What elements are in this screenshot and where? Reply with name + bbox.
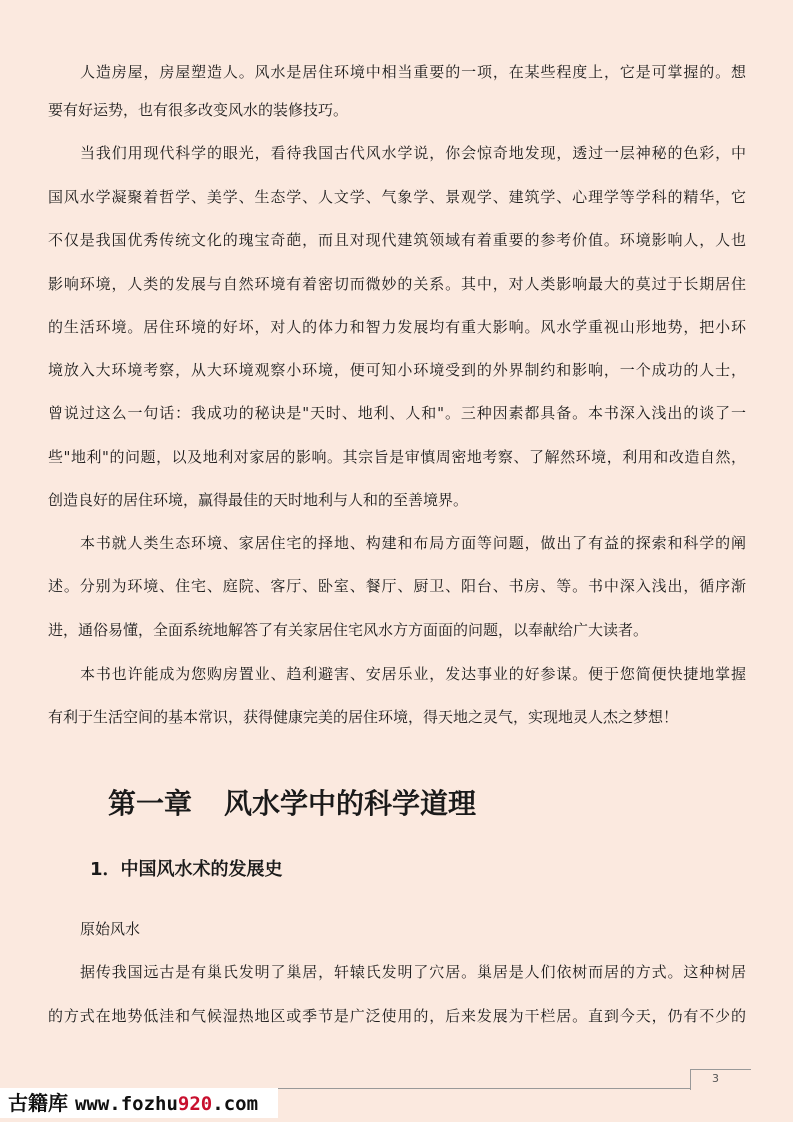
body-line-1: 据传我国远古是有巢氏发明了巢居，轩辕氏发明了穴居。巢居是人们依树而居的方式。这种树居 — [80, 963, 746, 981]
site-name: 古籍库 — [8, 1091, 68, 1115]
chapter-heading — [108, 784, 476, 824]
section-heading: 1．中国风水术的发展史 — [90, 859, 283, 880]
chapter-title: 风水学中的科学道理 — [224, 787, 477, 820]
body-line-2: 的方式在地势低洼和气候湿热地区或季节是广泛使用的，后来发展为干栏居。直到今天，仍有不少的 — [48, 1007, 746, 1025]
paragraph-2-line-9: 创造良好的居住环境，赢得最佳的天时地利与人和的至善境界。 — [48, 491, 469, 509]
paragraph-3-line-3: 进，通俗易懂，全面系统地解答了有关家居住宅风水方方面面的问题，以奉献给广大读者。 — [48, 621, 649, 639]
paragraph-2-line-7: 曾说过这么一句话：我成功的秘诀是"天时、地利、人和"。三种因素都具备。本书深入浅出的谈了一 — [48, 404, 746, 422]
paragraph-2-line-2: 国风水学凝聚着哲学、美学、生态学、人文学、气象学、景观学、建筑学、心理学等学科的精华，它 — [48, 188, 746, 206]
paragraph-4-line-1: 本书也许能成为您购房置业、趋利避害、安居乐业，发达事业的好参谋。便于您简便快捷地掌握 — [80, 665, 746, 683]
paragraph-2-line-1: 当我们用现代科学的眼光，看待我国古代风水学说，你会惊奇地发现，透过一层神秘的色彩，中 — [80, 144, 746, 162]
paragraph-1-line-2: 要有好运势，也有很多改变风水的装修技巧。 — [48, 101, 349, 119]
site-url-suffix: .com — [212, 1093, 259, 1115]
paragraph-4-line-2: 有利于生活空间的基本常识，获得健康完美的居住环境，得天地之灵气，实现地灵人杰之梦想！ — [48, 708, 679, 726]
site-url — [75, 1093, 258, 1115]
paragraph-2-line-4: 影响环境，人类的发展与自然环境有着密切而微妙的关系。其中，对人类影响最大的莫过于长期居住 — [48, 275, 746, 293]
paragraph-3-line-1: 本书就人类生态环境、家居住宅的择地、构建和布局方面等问题，做出了有益的探索和科学的阐 — [80, 534, 746, 552]
paragraph-2-line-8: 些"地利"的问题，以及地利对家居的影响。其宗旨是审慎周密地考察、了解然环境，利用和改造自然， — [48, 448, 746, 466]
paragraph-2-line-5: 的生活环境。居住环境的好坏，对人的体力和智力发展均有重大影响。风水学重视山形地势，把小环 — [48, 318, 746, 336]
paragraph-2-line-3: 不仅是我国优秀传统文化的瑰宝奇葩，而且对现代建筑领域有着重要的参考价值。环境影响人，人也 — [48, 231, 746, 249]
site-url-prefix: www.fozhu — [74, 1093, 178, 1115]
page-number: 3 — [712, 1072, 719, 1085]
footer-watermark — [0, 1088, 278, 1118]
paragraph-3-line-2: 述。分别为环境、住宅、庭院、客厅、卧室、餐厅、厨卫、阳台、书房、等。书中深入浅出，循序渐 — [48, 577, 746, 595]
paragraph-2-line-6: 境放入大环境考察，从大环境观察小环境，便可知小环境受到的外界制约和影响，一个成功的人士， — [48, 361, 746, 379]
chapter-number: 第一章 — [108, 787, 193, 820]
page-number-box — [690, 1069, 751, 1090]
site-url-accent: 920 — [177, 1093, 213, 1115]
subheading: 原始风水 — [80, 920, 141, 938]
paragraph-1-line-1: 人造房屋，房屋塑造人。风水是居住环境中相当重要的一项，在某些程度上，它是可掌握的。想 — [80, 63, 746, 81]
